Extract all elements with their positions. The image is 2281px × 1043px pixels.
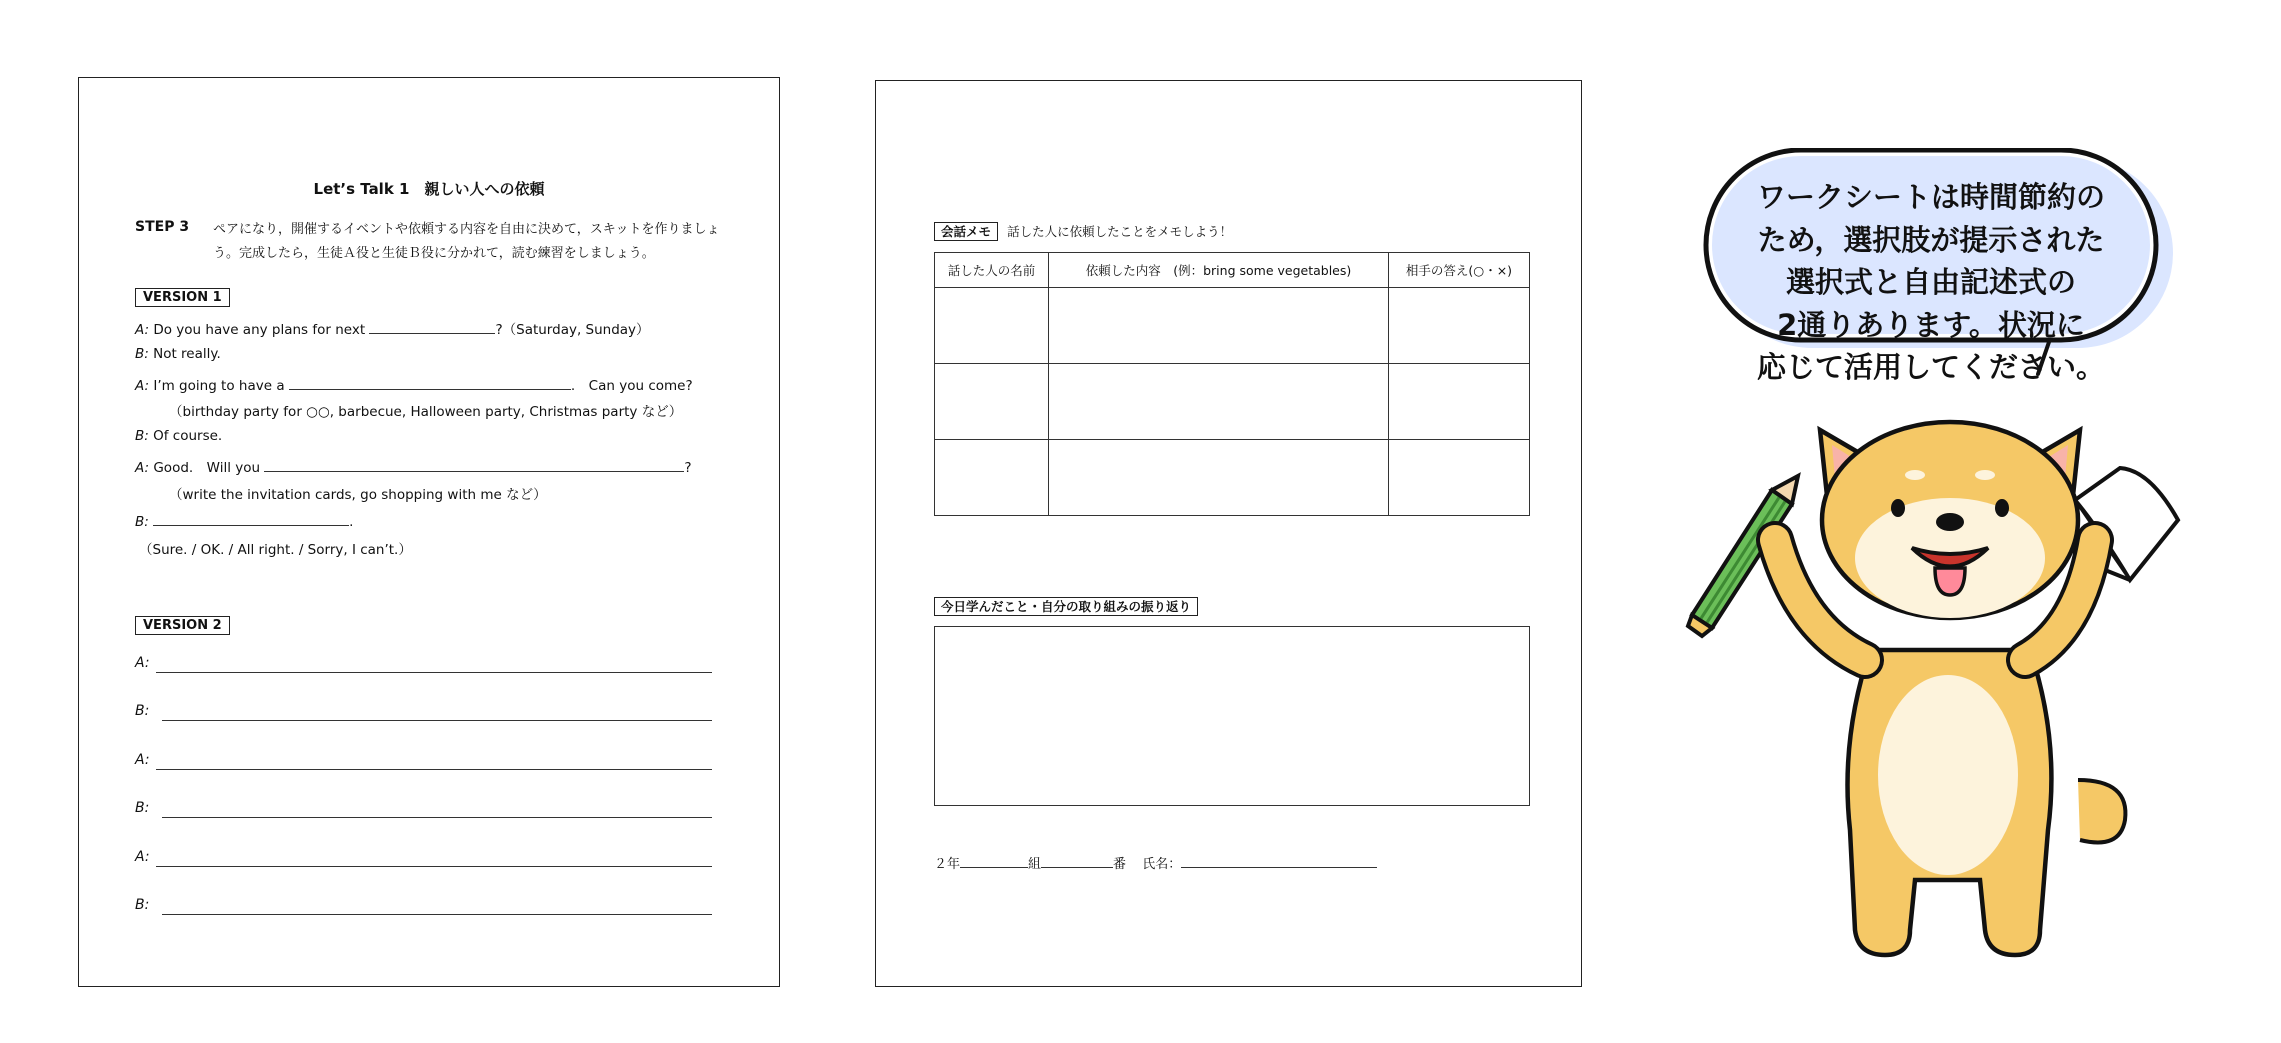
worksheet-title: Let’s Talk 1 親しい人への依頼 — [313, 180, 545, 198]
choice-hint: （birthday party for ○○, barbecue, Halloween party, Christmas party など） — [169, 404, 683, 420]
speaker-label: A: — [135, 849, 150, 865]
writing-line[interactable] — [156, 769, 712, 770]
writing-line[interactable] — [162, 817, 712, 818]
speaker-label: B: — [135, 800, 150, 816]
line-suffix: . Can you come? — [570, 378, 693, 394]
grade-label: ２年 — [934, 857, 961, 872]
speaker-label: A: — [135, 460, 150, 476]
dog-nose — [1936, 513, 1964, 531]
memo-label: 会話メモ — [934, 222, 998, 241]
dialog-line — [135, 456, 692, 476]
step-instructions: ペアになり，開催するイベントや依頼する内容を自由に決めて，スキットを作りましょう。完成したら，生徒Ａ役と生徒Ｂ役に分かれて，読む練習をしましょう。 — [213, 222, 720, 261]
speaker-label: A: — [135, 322, 150, 338]
dog-head — [1820, 422, 2080, 618]
class-blank[interactable] — [960, 853, 1028, 868]
writing-line[interactable] — [162, 720, 712, 721]
table-cell[interactable] — [1389, 364, 1530, 440]
table-cell[interactable] — [935, 364, 1049, 440]
answer-blank[interactable] — [264, 457, 684, 472]
dog-belly — [1878, 675, 2018, 875]
answer-blank[interactable] — [289, 375, 571, 390]
line-text: Do you have any plans for next — [153, 322, 366, 338]
writing-line[interactable] — [156, 672, 712, 673]
worksheet-memo-page — [875, 80, 1582, 987]
choice-hint: （Sure. / OK. / All right. / Sorry, I can’t.） — [139, 542, 412, 558]
name-label: 氏名： — [1142, 857, 1182, 872]
line-text: Not really. — [153, 346, 221, 362]
line-text: Of course. — [153, 428, 223, 444]
memo-table — [934, 252, 1530, 516]
table-cell[interactable] — [935, 440, 1049, 516]
version1-label: VERSION 1 — [135, 288, 230, 307]
line-text: Good. Will you — [153, 460, 261, 476]
speaker-label: A: — [135, 378, 150, 394]
speaker-label: B: — [135, 703, 150, 719]
table-cell[interactable] — [935, 288, 1049, 364]
dog-eye — [1995, 499, 2009, 517]
worksheet-version-page — [78, 77, 780, 987]
speaker-label: B: — [135, 897, 150, 913]
line-text: I’m going to have a — [153, 378, 285, 394]
header-request: 依頼した内容 (例：bring some vegetables) — [1049, 253, 1389, 288]
reflection-header — [934, 596, 1198, 615]
number-blank[interactable] — [1041, 853, 1113, 868]
header-partner-name: 話した人の名前 — [935, 253, 1049, 288]
speech-bubble — [1703, 148, 2183, 416]
reflection-label: 今日学んだこと・自分の取り組みの振り返り — [934, 597, 1198, 616]
table-cell[interactable] — [1049, 364, 1389, 440]
dog-tongue — [1935, 568, 1965, 595]
table-header-row — [935, 253, 1530, 288]
version2-label: VERSION 2 — [135, 616, 230, 635]
speaker-label: A: — [135, 655, 150, 671]
step-label: STEP 3 — [135, 219, 190, 235]
dog-eye — [1891, 499, 1905, 517]
bubble-text — [1703, 176, 2159, 389]
bubble-line: 2通りあります。状況に — [1777, 307, 2085, 342]
answer-blank[interactable] — [153, 511, 349, 526]
bubble-line: ワークシートは時間節約の — [1756, 180, 2105, 214]
shiba-dog-icon — [1680, 410, 2220, 970]
table-cell[interactable] — [1389, 288, 1530, 364]
table-row — [935, 440, 1530, 516]
tail — [2078, 780, 2125, 843]
line-suffix: ? — [684, 460, 692, 476]
header-answer: 相手の答え(○・×) — [1389, 253, 1530, 288]
class-label: 組 — [1028, 857, 1042, 872]
speaker-label: B: — [135, 346, 149, 362]
bubble-line: 選択式と自由記述式の — [1785, 265, 2076, 299]
speaker-label: B: — [135, 514, 149, 530]
speaker-label: B: — [135, 428, 149, 444]
table-row — [935, 288, 1530, 364]
answer-blank[interactable] — [369, 319, 495, 334]
student-info-line — [934, 853, 1377, 872]
speaker-label: A: — [135, 752, 150, 768]
reflection-box[interactable] — [934, 626, 1530, 806]
writing-line[interactable] — [162, 914, 712, 915]
table-cell[interactable] — [1049, 440, 1389, 516]
memo-header — [934, 221, 1232, 240]
table-cell[interactable] — [1049, 288, 1389, 364]
dialog-line — [135, 511, 353, 530]
dialog-line — [135, 346, 221, 362]
table-row — [935, 364, 1530, 440]
name-blank[interactable] — [1181, 853, 1377, 868]
bubble-line: 応じて活用してください。 — [1756, 350, 2105, 384]
memo-instruction: 話した人に依頼したことをメモしよう！ — [1007, 224, 1233, 239]
choice-hint: （write the invitation cards, go shopping with me など） — [169, 487, 547, 503]
table-cell[interactable] — [1389, 440, 1530, 516]
dialog-line — [135, 428, 222, 444]
bubble-line: ため，選択肢が提示された — [1757, 222, 2105, 257]
dialog-line — [135, 374, 693, 394]
dialog-line — [135, 318, 650, 338]
writing-line[interactable] — [156, 866, 712, 867]
number-label: 番 — [1113, 857, 1127, 872]
line-suffix: . — [349, 514, 354, 530]
line-suffix: ?（Saturday, Sunday） — [495, 322, 650, 338]
